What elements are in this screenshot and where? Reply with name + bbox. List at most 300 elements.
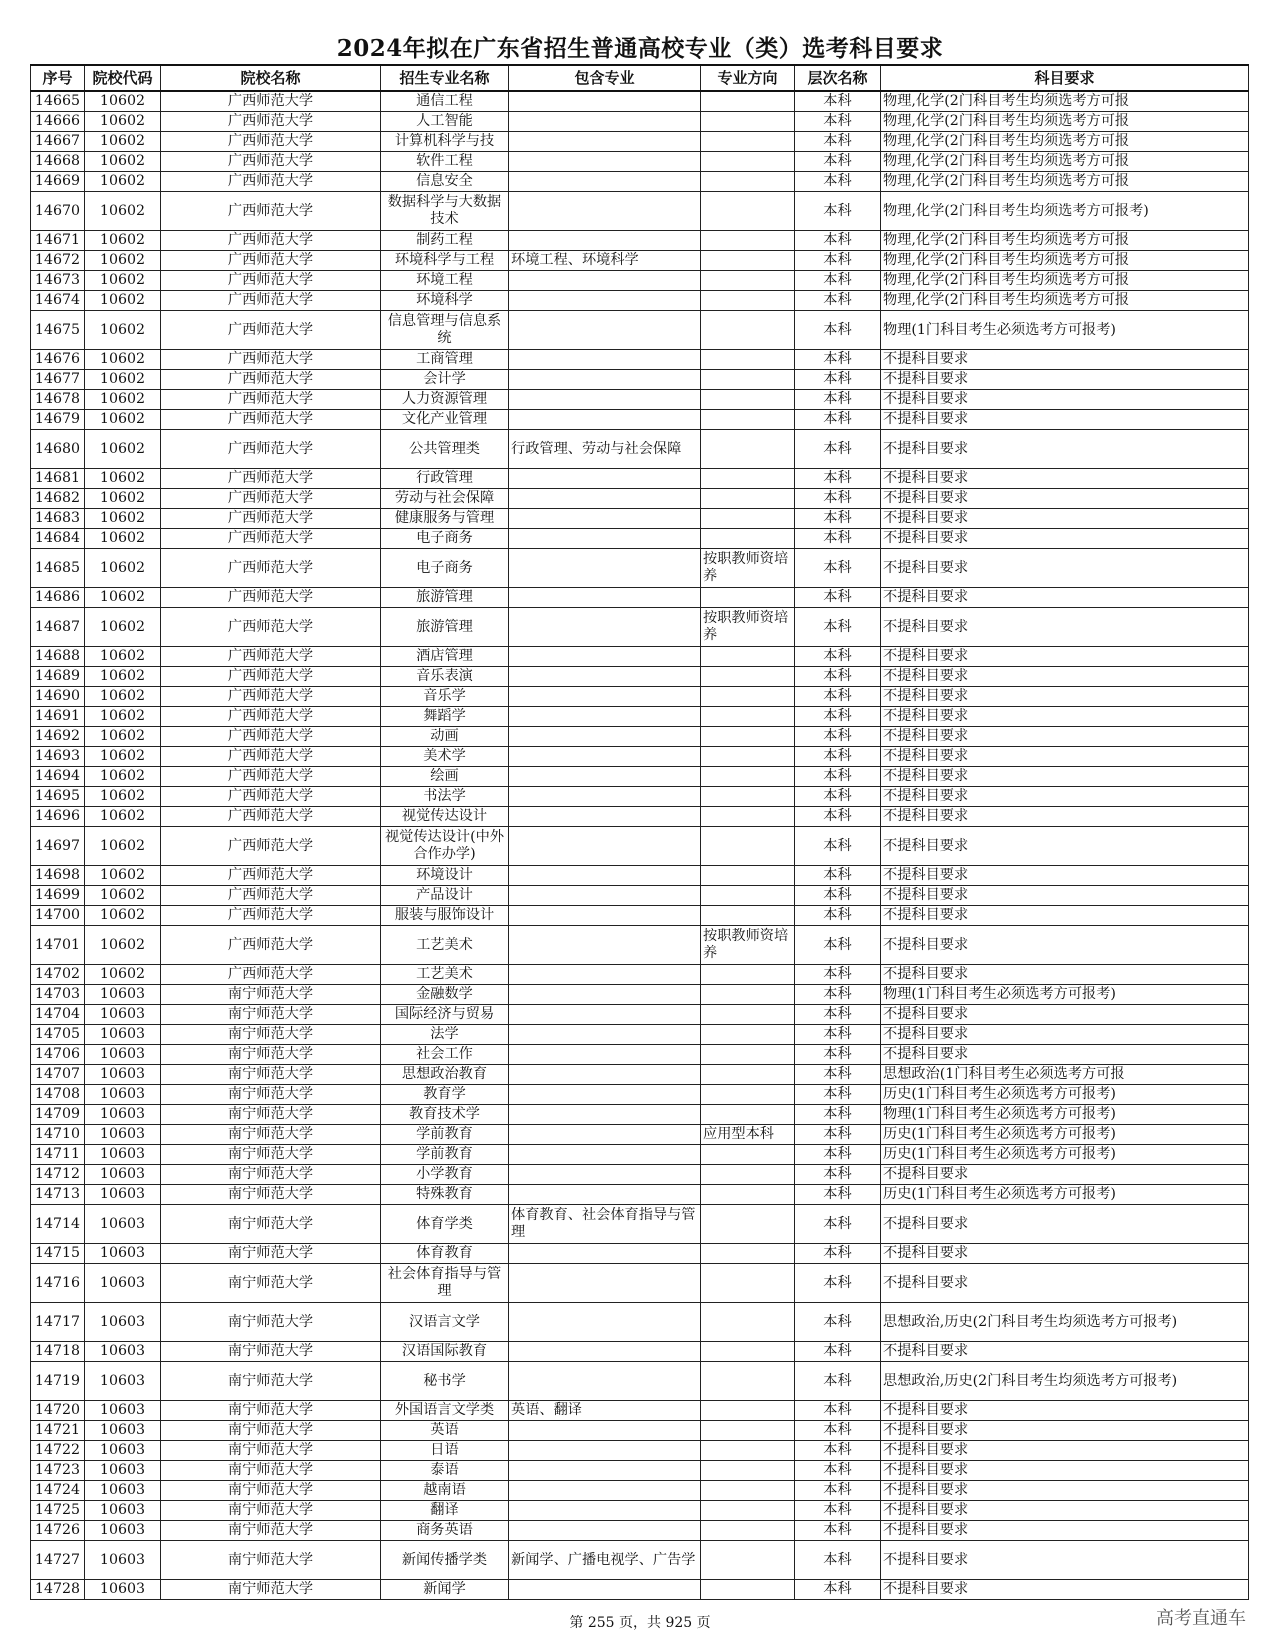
cell-major-name: 新闻传播学类 bbox=[381, 1541, 509, 1580]
cell-school-name: 广西师范大学 bbox=[161, 906, 381, 926]
cell-school-name: 广西师范大学 bbox=[161, 410, 381, 430]
cell-school-code: 10603 bbox=[85, 1580, 161, 1600]
table-row bbox=[31, 1501, 1249, 1521]
cell-level: 本科 bbox=[795, 132, 881, 152]
cell-school-name: 广西师范大学 bbox=[161, 172, 381, 192]
cell-included-majors bbox=[509, 886, 701, 906]
cell-level: 本科 bbox=[795, 192, 881, 231]
cell-school-code: 10603 bbox=[85, 1521, 161, 1541]
cell-subject-requirement: 不提科目要求 bbox=[881, 886, 1249, 906]
cell-subject-requirement: 不提科目要求 bbox=[881, 747, 1249, 767]
cell-subject-requirement: 历史(1门科目考生必须选考方可报考) bbox=[881, 1185, 1249, 1205]
cell-major-name: 特殊教育 bbox=[381, 1185, 509, 1205]
table-row bbox=[31, 1441, 1249, 1461]
cell-included-majors bbox=[509, 727, 701, 747]
cell-direction bbox=[701, 529, 795, 549]
cell-index: 14723 bbox=[31, 1461, 85, 1481]
table-row bbox=[31, 1342, 1249, 1362]
brand-watermark: 高考直通车 bbox=[1156, 1608, 1246, 1628]
cell-school-name: 南宁师范大学 bbox=[161, 1025, 381, 1045]
cell-index: 14675 bbox=[31, 311, 85, 350]
cell-school-name: 广西师范大学 bbox=[161, 350, 381, 370]
cell-major-name: 书法学 bbox=[381, 787, 509, 807]
table-row bbox=[31, 1025, 1249, 1045]
table-row bbox=[31, 1105, 1249, 1125]
cell-school-code: 10603 bbox=[85, 1045, 161, 1065]
cell-included-majors bbox=[509, 647, 701, 667]
table-row bbox=[31, 1401, 1249, 1421]
table-row bbox=[31, 1521, 1249, 1541]
cell-included-majors bbox=[509, 667, 701, 687]
cell-major-name: 音乐学 bbox=[381, 687, 509, 707]
cell-major-name: 劳动与社会保障 bbox=[381, 489, 509, 509]
cell-major-name: 环境工程 bbox=[381, 271, 509, 291]
table-row bbox=[31, 827, 1249, 866]
cell-subject-requirement: 思想政治(1门科目考生必须选考方可报 bbox=[881, 1065, 1249, 1085]
cell-level: 本科 bbox=[795, 1085, 881, 1105]
cell-school-name: 广西师范大学 bbox=[161, 886, 381, 906]
cell-direction bbox=[701, 469, 795, 489]
table-row bbox=[31, 965, 1249, 985]
cell-direction bbox=[701, 152, 795, 172]
cell-direction bbox=[701, 707, 795, 727]
cell-school-name: 广西师范大学 bbox=[161, 647, 381, 667]
col-header-major-name: 招生专业名称 bbox=[381, 65, 509, 91]
cell-school-name: 南宁师范大学 bbox=[161, 1005, 381, 1025]
cell-subject-requirement: 不提科目要求 bbox=[881, 608, 1249, 647]
page-title: 2024年拟在广东省招生普通高校专业（类）选考科目要求 bbox=[336, 35, 944, 62]
cell-included-majors bbox=[509, 687, 701, 707]
cell-school-name: 南宁师范大学 bbox=[161, 1145, 381, 1165]
cell-index: 14707 bbox=[31, 1065, 85, 1085]
cell-index: 14728 bbox=[31, 1580, 85, 1600]
cell-included-majors bbox=[509, 608, 701, 647]
cell-school-name: 南宁师范大学 bbox=[161, 1185, 381, 1205]
cell-direction: 按职教师资培养 bbox=[701, 926, 795, 965]
cell-direction bbox=[701, 1303, 795, 1342]
cell-school-code: 10602 bbox=[85, 231, 161, 251]
cell-major-name: 计算机科学与技 bbox=[381, 132, 509, 152]
cell-level: 本科 bbox=[795, 1441, 881, 1461]
cell-direction bbox=[701, 1521, 795, 1541]
cell-subject-requirement: 不提科目要求 bbox=[881, 1580, 1249, 1600]
col-header-school-name: 院校名称 bbox=[161, 65, 381, 91]
table-row bbox=[31, 529, 1249, 549]
cell-direction bbox=[701, 390, 795, 410]
table-row bbox=[31, 906, 1249, 926]
cell-direction bbox=[701, 588, 795, 608]
cell-level: 本科 bbox=[795, 529, 881, 549]
cell-school-name: 广西师范大学 bbox=[161, 489, 381, 509]
cell-included-majors bbox=[509, 827, 701, 866]
cell-school-name: 南宁师范大学 bbox=[161, 1521, 381, 1541]
cell-index: 14717 bbox=[31, 1303, 85, 1342]
cell-subject-requirement: 不提科目要求 bbox=[881, 1501, 1249, 1521]
cell-level: 本科 bbox=[795, 1541, 881, 1580]
cell-included-majors bbox=[509, 132, 701, 152]
table-row bbox=[31, 172, 1249, 192]
cell-school-code: 10602 bbox=[85, 926, 161, 965]
table-row bbox=[31, 192, 1249, 231]
cell-index: 14719 bbox=[31, 1362, 85, 1401]
cell-subject-requirement: 不提科目要求 bbox=[881, 807, 1249, 827]
table-row bbox=[31, 1205, 1249, 1244]
cell-index: 14698 bbox=[31, 866, 85, 886]
table-row bbox=[31, 787, 1249, 807]
table-row bbox=[31, 1461, 1249, 1481]
cell-major-name: 动画 bbox=[381, 727, 509, 747]
cell-school-name: 南宁师范大学 bbox=[161, 1085, 381, 1105]
cell-included-majors bbox=[509, 1580, 701, 1600]
cell-index: 14725 bbox=[31, 1501, 85, 1521]
cell-school-name: 广西师范大学 bbox=[161, 608, 381, 647]
cell-school-name: 广西师范大学 bbox=[161, 112, 381, 132]
cell-school-code: 10603 bbox=[85, 1065, 161, 1085]
cell-school-name: 广西师范大学 bbox=[161, 132, 381, 152]
subject-requirements-table bbox=[30, 64, 1249, 1600]
cell-subject-requirement: 思想政治,历史(2门科目考生均须选考方可报考) bbox=[881, 1362, 1249, 1401]
cell-major-name: 环境设计 bbox=[381, 866, 509, 886]
cell-major-name: 工艺美术 bbox=[381, 965, 509, 985]
table-row bbox=[31, 549, 1249, 588]
cell-major-name: 思想政治教育 bbox=[381, 1065, 509, 1085]
cell-index: 14678 bbox=[31, 390, 85, 410]
cell-direction bbox=[701, 647, 795, 667]
cell-school-name: 南宁师范大学 bbox=[161, 1165, 381, 1185]
cell-direction bbox=[701, 91, 795, 112]
cell-subject-requirement: 物理,化学(2门科目考生均须选考方可报 bbox=[881, 291, 1249, 311]
cell-school-name: 广西师范大学 bbox=[161, 509, 381, 529]
cell-direction bbox=[701, 132, 795, 152]
cell-direction bbox=[701, 1580, 795, 1600]
cell-subject-requirement: 不提科目要求 bbox=[881, 1045, 1249, 1065]
table-row bbox=[31, 1185, 1249, 1205]
cell-level: 本科 bbox=[795, 1005, 881, 1025]
cell-major-name: 音乐表演 bbox=[381, 667, 509, 687]
cell-major-name: 越南语 bbox=[381, 1481, 509, 1501]
cell-level: 本科 bbox=[795, 807, 881, 827]
table-row bbox=[31, 707, 1249, 727]
cell-direction bbox=[701, 727, 795, 747]
cell-subject-requirement: 物理,化学(2门科目考生均须选考方可报 bbox=[881, 251, 1249, 271]
cell-subject-requirement: 不提科目要求 bbox=[881, 1461, 1249, 1481]
cell-major-name: 汉语言文学 bbox=[381, 1303, 509, 1342]
cell-included-majors bbox=[509, 172, 701, 192]
cell-level: 本科 bbox=[795, 1165, 881, 1185]
cell-level: 本科 bbox=[795, 390, 881, 410]
cell-school-name: 南宁师范大学 bbox=[161, 1205, 381, 1244]
cell-school-code: 10602 bbox=[85, 350, 161, 370]
cell-level: 本科 bbox=[795, 350, 881, 370]
cell-subject-requirement: 物理,化学(2门科目考生均须选考方可报 bbox=[881, 231, 1249, 251]
cell-index: 14727 bbox=[31, 1541, 85, 1580]
table-row bbox=[31, 231, 1249, 251]
cell-subject-requirement: 不提科目要求 bbox=[881, 647, 1249, 667]
cell-index: 14681 bbox=[31, 469, 85, 489]
table-row bbox=[31, 1264, 1249, 1303]
cell-index: 14684 bbox=[31, 529, 85, 549]
cell-direction bbox=[701, 1481, 795, 1501]
cell-major-name: 环境科学 bbox=[381, 291, 509, 311]
cell-subject-requirement: 不提科目要求 bbox=[881, 767, 1249, 787]
cell-included-majors bbox=[509, 549, 701, 588]
cell-index: 14699 bbox=[31, 886, 85, 906]
cell-level: 本科 bbox=[795, 509, 881, 529]
cell-major-name: 教育技术学 bbox=[381, 1105, 509, 1125]
cell-included-majors bbox=[509, 1342, 701, 1362]
cell-included-majors bbox=[509, 1025, 701, 1045]
table-row bbox=[31, 112, 1249, 132]
cell-direction bbox=[701, 251, 795, 271]
cell-major-name: 日语 bbox=[381, 1441, 509, 1461]
cell-major-name: 小学教育 bbox=[381, 1165, 509, 1185]
cell-school-code: 10602 bbox=[85, 647, 161, 667]
cell-included-majors bbox=[509, 1125, 701, 1145]
cell-major-name: 酒店管理 bbox=[381, 647, 509, 667]
cell-index: 14669 bbox=[31, 172, 85, 192]
cell-subject-requirement: 不提科目要求 bbox=[881, 350, 1249, 370]
table-row bbox=[31, 985, 1249, 1005]
cell-direction bbox=[701, 1165, 795, 1185]
cell-school-code: 10602 bbox=[85, 866, 161, 886]
cell-school-code: 10603 bbox=[85, 1085, 161, 1105]
cell-major-name: 社会工作 bbox=[381, 1045, 509, 1065]
table-row bbox=[31, 291, 1249, 311]
table-row bbox=[31, 152, 1249, 172]
table-row bbox=[31, 767, 1249, 787]
cell-level: 本科 bbox=[795, 1065, 881, 1085]
table-row bbox=[31, 390, 1249, 410]
cell-subject-requirement: 不提科目要求 bbox=[881, 1421, 1249, 1441]
cell-major-name: 信息安全 bbox=[381, 172, 509, 192]
table-row bbox=[31, 926, 1249, 965]
cell-school-code: 10602 bbox=[85, 886, 161, 906]
cell-subject-requirement: 不提科目要求 bbox=[881, 727, 1249, 747]
cell-index: 14715 bbox=[31, 1244, 85, 1264]
cell-school-code: 10603 bbox=[85, 1145, 161, 1165]
cell-index: 14713 bbox=[31, 1185, 85, 1205]
cell-included-majors bbox=[509, 1145, 701, 1165]
table-row bbox=[31, 410, 1249, 430]
cell-level: 本科 bbox=[795, 112, 881, 132]
cell-school-name: 广西师范大学 bbox=[161, 707, 381, 727]
cell-subject-requirement: 不提科目要求 bbox=[881, 410, 1249, 430]
cell-direction bbox=[701, 1362, 795, 1401]
cell-included-majors bbox=[509, 370, 701, 390]
cell-index: 14712 bbox=[31, 1165, 85, 1185]
cell-level: 本科 bbox=[795, 251, 881, 271]
cell-school-name: 广西师范大学 bbox=[161, 866, 381, 886]
cell-level: 本科 bbox=[795, 1244, 881, 1264]
cell-index: 14688 bbox=[31, 647, 85, 667]
cell-school-code: 10603 bbox=[85, 1025, 161, 1045]
cell-school-code: 10602 bbox=[85, 370, 161, 390]
col-header-index: 序号 bbox=[31, 65, 85, 91]
cell-major-name: 健康服务与管理 bbox=[381, 509, 509, 529]
cell-major-name: 学前教育 bbox=[381, 1125, 509, 1145]
cell-school-name: 南宁师范大学 bbox=[161, 1105, 381, 1125]
cell-school-code: 10602 bbox=[85, 588, 161, 608]
cell-subject-requirement: 物理(1门科目考生必须选考方可报考) bbox=[881, 311, 1249, 350]
cell-major-name: 人力资源管理 bbox=[381, 390, 509, 410]
cell-school-name: 南宁师范大学 bbox=[161, 1441, 381, 1461]
table-header-row bbox=[31, 65, 1249, 91]
cell-school-code: 10603 bbox=[85, 1205, 161, 1244]
cell-level: 本科 bbox=[795, 1205, 881, 1244]
cell-included-majors bbox=[509, 1065, 701, 1085]
cell-direction bbox=[701, 1541, 795, 1580]
cell-subject-requirement: 不提科目要求 bbox=[881, 549, 1249, 588]
cell-included-majors bbox=[509, 1501, 701, 1521]
cell-school-name: 广西师范大学 bbox=[161, 91, 381, 112]
cell-school-name: 南宁师范大学 bbox=[161, 1580, 381, 1600]
cell-subject-requirement: 不提科目要求 bbox=[881, 1342, 1249, 1362]
cell-direction bbox=[701, 430, 795, 469]
cell-index: 14692 bbox=[31, 727, 85, 747]
cell-level: 本科 bbox=[795, 588, 881, 608]
cell-major-name: 工艺美术 bbox=[381, 926, 509, 965]
cell-included-majors bbox=[509, 1244, 701, 1264]
cell-direction bbox=[701, 350, 795, 370]
cell-included-majors bbox=[509, 1185, 701, 1205]
cell-subject-requirement: 不提科目要求 bbox=[881, 1541, 1249, 1580]
cell-direction bbox=[701, 489, 795, 509]
cell-subject-requirement: 不提科目要求 bbox=[881, 687, 1249, 707]
cell-major-name: 商务英语 bbox=[381, 1521, 509, 1541]
cell-school-code: 10602 bbox=[85, 687, 161, 707]
cell-subject-requirement: 不提科目要求 bbox=[881, 390, 1249, 410]
cell-school-code: 10602 bbox=[85, 91, 161, 112]
cell-index: 14704 bbox=[31, 1005, 85, 1025]
cell-index: 14689 bbox=[31, 667, 85, 687]
cell-level: 本科 bbox=[795, 489, 881, 509]
cell-index: 14708 bbox=[31, 1085, 85, 1105]
cell-level: 本科 bbox=[795, 1303, 881, 1342]
cell-school-name: 南宁师范大学 bbox=[161, 1461, 381, 1481]
cell-index: 14694 bbox=[31, 767, 85, 787]
cell-direction bbox=[701, 985, 795, 1005]
cell-direction bbox=[701, 410, 795, 430]
cell-index: 14720 bbox=[31, 1401, 85, 1421]
cell-school-code: 10603 bbox=[85, 1421, 161, 1441]
table-row bbox=[31, 1005, 1249, 1025]
cell-index: 14718 bbox=[31, 1342, 85, 1362]
cell-subject-requirement: 历史(1门科目考生必须选考方可报考) bbox=[881, 1085, 1249, 1105]
cell-included-majors bbox=[509, 787, 701, 807]
cell-included-majors bbox=[509, 192, 701, 231]
table-row bbox=[31, 251, 1249, 271]
cell-direction bbox=[701, 291, 795, 311]
cell-included-majors bbox=[509, 926, 701, 965]
cell-level: 本科 bbox=[795, 727, 881, 747]
cell-subject-requirement: 不提科目要求 bbox=[881, 489, 1249, 509]
cell-subject-requirement: 思想政治,历史(2门科目考生均须选考方可报考) bbox=[881, 1303, 1249, 1342]
cell-index: 14693 bbox=[31, 747, 85, 767]
cell-school-name: 广西师范大学 bbox=[161, 588, 381, 608]
cell-school-code: 10602 bbox=[85, 172, 161, 192]
cell-school-name: 南宁师范大学 bbox=[161, 1125, 381, 1145]
cell-major-name: 文化产业管理 bbox=[381, 410, 509, 430]
cell-school-name: 广西师范大学 bbox=[161, 667, 381, 687]
cell-subject-requirement: 不提科目要求 bbox=[881, 529, 1249, 549]
cell-school-code: 10603 bbox=[85, 1481, 161, 1501]
cell-major-name: 视觉传达设计(中外合作办学) bbox=[381, 827, 509, 866]
cell-school-code: 10602 bbox=[85, 549, 161, 588]
cell-subject-requirement: 不提科目要求 bbox=[881, 1244, 1249, 1264]
cell-level: 本科 bbox=[795, 1045, 881, 1065]
cell-level: 本科 bbox=[795, 1401, 881, 1421]
cell-direction bbox=[701, 311, 795, 350]
cell-index: 14700 bbox=[31, 906, 85, 926]
cell-level: 本科 bbox=[795, 1185, 881, 1205]
cell-school-code: 10602 bbox=[85, 410, 161, 430]
table-row bbox=[31, 1065, 1249, 1085]
table-row bbox=[31, 1045, 1249, 1065]
cell-direction bbox=[701, 1005, 795, 1025]
cell-included-majors bbox=[509, 1421, 701, 1441]
cell-school-code: 10603 bbox=[85, 1501, 161, 1521]
cell-major-name: 软件工程 bbox=[381, 152, 509, 172]
cell-major-name: 产品设计 bbox=[381, 886, 509, 906]
cell-subject-requirement: 不提科目要求 bbox=[881, 1521, 1249, 1541]
table-row bbox=[31, 1125, 1249, 1145]
cell-school-name: 广西师范大学 bbox=[161, 152, 381, 172]
cell-school-code: 10602 bbox=[85, 271, 161, 291]
cell-school-code: 10603 bbox=[85, 1362, 161, 1401]
cell-school-code: 10603 bbox=[85, 1461, 161, 1481]
cell-level: 本科 bbox=[795, 906, 881, 926]
cell-included-majors bbox=[509, 1005, 701, 1025]
cell-subject-requirement: 不提科目要求 bbox=[881, 430, 1249, 469]
cell-major-name: 数据科学与大数据技术 bbox=[381, 192, 509, 231]
cell-level: 本科 bbox=[795, 311, 881, 350]
cell-direction bbox=[701, 1342, 795, 1362]
cell-school-name: 广西师范大学 bbox=[161, 787, 381, 807]
table-row bbox=[31, 430, 1249, 469]
cell-direction bbox=[701, 231, 795, 251]
cell-included-majors bbox=[509, 1085, 701, 1105]
cell-school-name: 广西师范大学 bbox=[161, 390, 381, 410]
cell-included-majors bbox=[509, 906, 701, 926]
cell-level: 本科 bbox=[795, 1362, 881, 1401]
cell-direction bbox=[701, 192, 795, 231]
table-row bbox=[31, 370, 1249, 390]
cell-subject-requirement: 不提科目要求 bbox=[881, 667, 1249, 687]
cell-index: 14724 bbox=[31, 1481, 85, 1501]
cell-level: 本科 bbox=[795, 707, 881, 727]
cell-direction bbox=[701, 965, 795, 985]
cell-included-majors bbox=[509, 1264, 701, 1303]
table-row bbox=[31, 1085, 1249, 1105]
cell-index: 14706 bbox=[31, 1045, 85, 1065]
cell-level: 本科 bbox=[795, 787, 881, 807]
cell-school-code: 10602 bbox=[85, 132, 161, 152]
cell-subject-requirement: 不提科目要求 bbox=[881, 1025, 1249, 1045]
cell-index: 14679 bbox=[31, 410, 85, 430]
cell-direction bbox=[701, 1065, 795, 1085]
cell-subject-requirement: 不提科目要求 bbox=[881, 509, 1249, 529]
cell-major-name: 服装与服饰设计 bbox=[381, 906, 509, 926]
cell-school-code: 10602 bbox=[85, 430, 161, 469]
cell-school-code: 10602 bbox=[85, 390, 161, 410]
cell-subject-requirement: 不提科目要求 bbox=[881, 787, 1249, 807]
cell-index: 14697 bbox=[31, 827, 85, 866]
cell-direction bbox=[701, 271, 795, 291]
cell-school-code: 10603 bbox=[85, 1541, 161, 1580]
table-row bbox=[31, 588, 1249, 608]
cell-index: 14709 bbox=[31, 1105, 85, 1125]
cell-direction bbox=[701, 1025, 795, 1045]
